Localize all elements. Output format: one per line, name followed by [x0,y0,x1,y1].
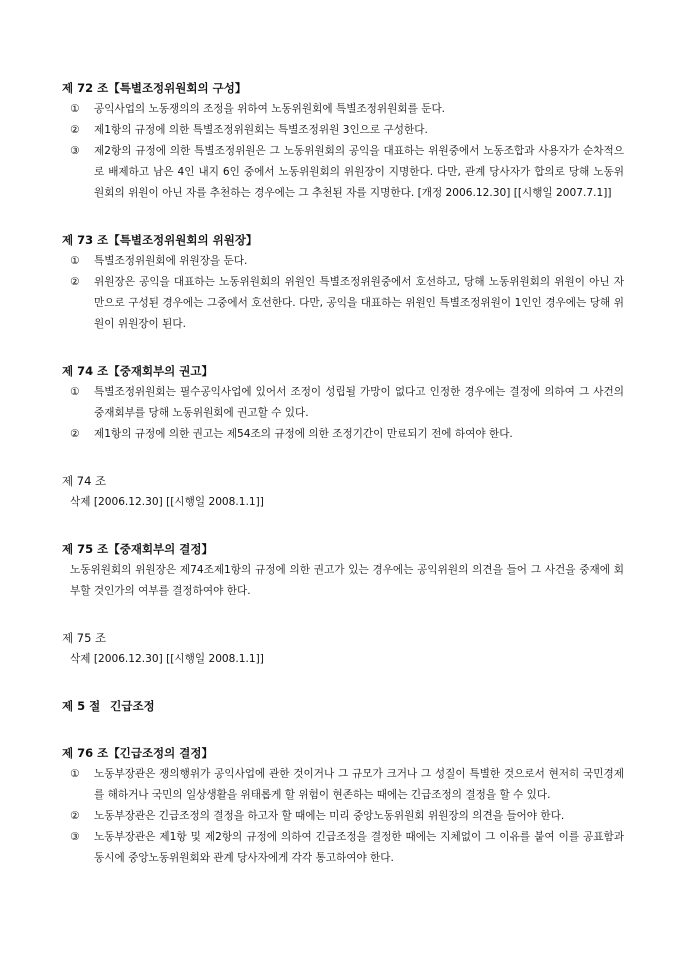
article-item [70,806,624,827]
item-number: ② [70,428,80,440]
article-heading: 제 73 조【특별조정위원회의 위원장】 [62,233,258,247]
item-number: ① [70,386,80,398]
article-74 [62,361,624,445]
item-text: 공익사업의 노동쟁의의 조정을 위하여 노동위원회에 특별조정위원회를 둔다. [94,103,446,115]
item-text: 제2항의 규정에 의한 특별조정위원은 그 노동위원회의 공익을 대표하는 위원중에서 노동조합과 사용자가 순차적으로 배제하고 남은 4인 내지 6인 중에서 노동위원회의 위원장이 지명한다. 다만, 관계 당사자가 합의로 당해 노동위원회의 위원이 아닌 자를 추천하는 경우에는 그 추천된 자를 지명한다. [개정 2006.12.30] [[시행일 2007.7.1]] [94,145,624,199]
section-name: 긴급조정 [110,699,155,713]
item-number: ② [70,276,80,288]
section-title [62,696,624,717]
article-heading: 제 74 조 [62,474,107,488]
item-number: ② [70,124,80,136]
item-text: 제1항의 규정에 의한 특별조정위원회는 특별조정위원 3인으로 구성한다. [94,124,428,136]
item-text: 노동부장관은 쟁의행위가 공익사업에 관한 것이거나 그 규모가 크거나 그 성질이 특별한 것으로서 현저히 국민경제를 해하거나 국민의 일상생활을 위태롭게 할 위험이 현존하는 때에는 긴급조정의 결정을 할 수 있다. [94,768,624,801]
article-75-deleted [62,628,624,670]
article-item [70,424,624,445]
item-text: 특별조정위원회는 필수공익사업에 있어서 조정이 성립될 가망이 없다고 인정한 경우에는 결정에 의하여 그 사건의 중재회부를 당해 노동위원회에 권고할 수 있다. [94,386,624,419]
item-number: ① [70,255,80,267]
article-73 [62,230,624,335]
article-75 [62,539,624,602]
item-text: 노동부장관은 긴급조정의 결정을 하고자 할 때에는 미리 중앙노동위원회 위원장의 의견을 들어야 한다. [94,810,565,822]
article-heading: 제 76 조【긴급조정의 결정】 [62,746,213,760]
article-paragraph: 삭제 [2006.12.30] [[시행일 2008.1.1]] [70,653,264,665]
article-heading: 제 75 조【중재회부의 결정】 [62,542,213,556]
article-item [70,99,624,120]
article-item [70,382,624,424]
article-heading: 제 75 조 [62,631,107,645]
item-number: ③ [70,145,80,157]
article-paragraph: 삭제 [2006.12.30] [[시행일 2008.1.1]] [70,496,264,508]
article-item [70,827,624,869]
article-heading: 제 74 조【중재회부의 권고】 [62,364,213,378]
article-paragraph: 노동위원회의 위원장은 제74조제1항의 규정에 의한 권고가 있는 경우에는 공익위원의 의견을 들어 그 사건을 중재에 회부할 것인가의 여부를 결정하여야 한다. [70,564,624,597]
article-74-deleted [62,471,624,513]
article-item [70,251,624,272]
section-number: 제 5 절 [62,699,101,713]
item-text: 노동부장관은 제1항 및 제2항의 규정에 의하여 긴급조정을 결정한 때에는 지체없이 그 이유를 붙여 이를 공표함과 동시에 중앙노동위원회와 관계 당사자에게 각각 통고하여야 한다. [94,831,624,864]
item-number: ③ [70,831,80,843]
article-72 [62,78,624,204]
article-item [70,141,624,204]
item-number: ② [70,810,80,822]
item-text: 위원장은 공익을 대표하는 노동위원회의 위원인 특별조정위원중에서 호선하고, 당해 노동위원회의 위원이 아닌 자만으로 구성된 경우에는 그중에서 호선한다. 다만, 공익을 대표하는 위원인 특별조정위원이 1인인 경우에는 당해 위원이 위원장이 된다. [94,276,624,330]
article-item [70,764,624,806]
article-item [70,272,624,335]
item-text: 특별조정위원회에 위원장을 둔다. [94,255,248,267]
item-number: ① [70,768,80,780]
article-heading: 제 72 조【특별조정위원회의 구성】 [62,81,247,95]
article-76 [62,743,624,869]
item-number: ① [70,103,80,115]
article-item [70,120,624,141]
item-text: 제1항의 규정에 의한 권고는 제54조의 규정에 의한 조정기간이 만료되기 전에 하여야 한다. [94,428,513,440]
